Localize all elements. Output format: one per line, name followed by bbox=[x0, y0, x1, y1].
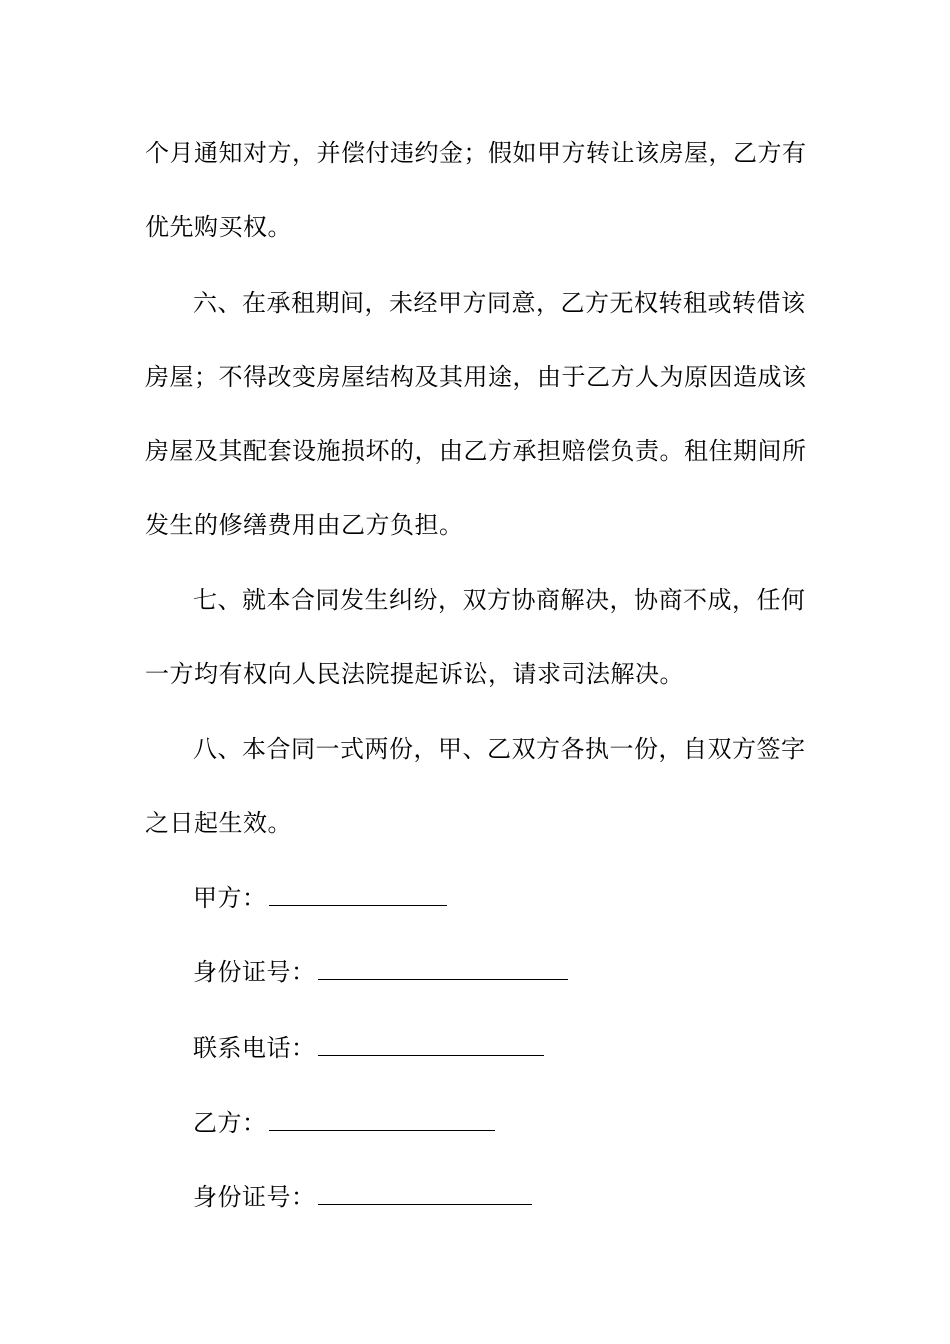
paragraph-line: 个月通知对方，并偿付违约金；假如甲方转让该房屋，乙方有 bbox=[145, 139, 807, 167]
party-b-id-field bbox=[193, 1182, 858, 1212]
party-a-id-field bbox=[193, 957, 858, 987]
clause-six-line: 六、在承租期间，未经甲方同意，乙方无权转租或转借该 bbox=[193, 289, 806, 317]
clause-seven-line: 一方均有权向人民法院提起诉讼，请求司法解决。 bbox=[145, 660, 684, 688]
party-a-phone-label: 联系电话： bbox=[193, 1034, 316, 1062]
party-b-label: 乙方： bbox=[193, 1109, 267, 1137]
clause-eight-line: 八、本合同一式两份，甲、乙双方各执一份，自双方签字 bbox=[193, 735, 806, 763]
clause-seven-line: 七、就本合同发生纠纷，双方协商解决，协商不成，任何 bbox=[193, 586, 806, 614]
party-b-id-label: 身份证号： bbox=[193, 1183, 316, 1211]
party-a-label: 甲方： bbox=[193, 884, 267, 912]
party-a-phone-field bbox=[193, 1033, 858, 1063]
clause-six-line: 房屋；不得改变房屋结构及其用途，由于乙方人为原因造成该 bbox=[145, 363, 807, 391]
clause-six-line: 发生的修缮费用由乙方负担。 bbox=[145, 511, 464, 539]
party-a-phone-blank[interactable] bbox=[318, 1033, 544, 1056]
paragraph-line: 优先购买权。 bbox=[145, 213, 292, 241]
party-a-id-label: 身份证号： bbox=[193, 958, 316, 986]
party-a-id-blank[interactable] bbox=[318, 957, 568, 980]
party-b-field bbox=[193, 1108, 858, 1138]
clause-six-line: 房屋及其配套设施损坏的，由乙方承担赔偿负责。租住期间所 bbox=[145, 437, 807, 465]
party-a-field bbox=[193, 883, 858, 913]
party-a-blank[interactable] bbox=[269, 883, 447, 906]
party-b-blank[interactable] bbox=[269, 1108, 495, 1131]
clause-eight-line: 之日起生效。 bbox=[145, 809, 292, 837]
party-b-id-blank[interactable] bbox=[318, 1182, 532, 1205]
